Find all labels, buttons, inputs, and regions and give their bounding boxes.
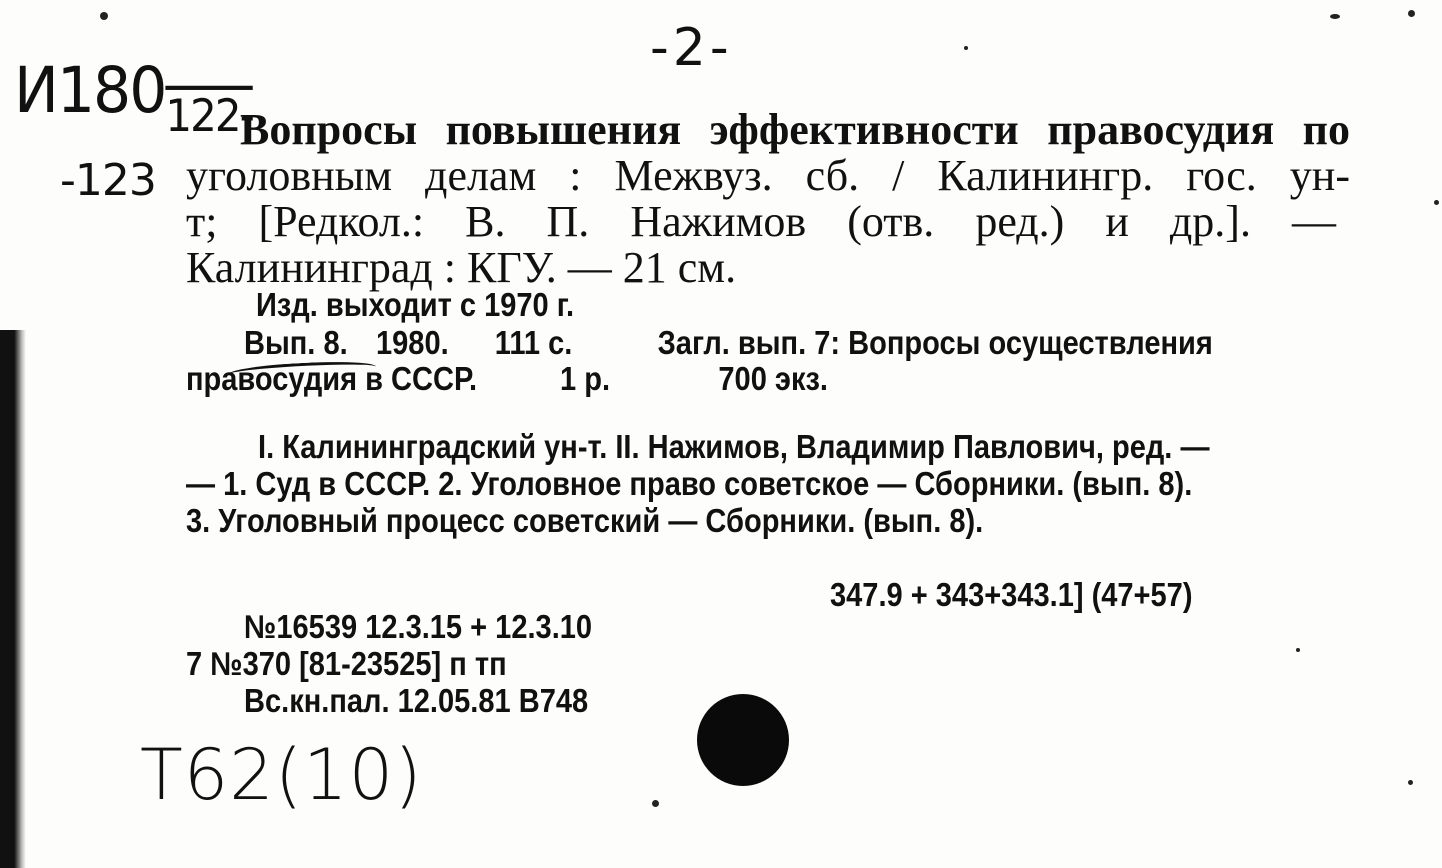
scan-speck [964,46,968,50]
issue-line [244,324,1348,362]
call-code-main: И180 [14,54,166,128]
scan-speck [1408,780,1413,785]
title-line-1: Вопросы повышения эффективности правосудия по [240,105,1350,154]
scan-speck [1296,648,1300,652]
classification-code: 347.9 + 343+343.1] (47+57) [830,576,1193,613]
title-line-3: т; [Редкол.: В. П. Нажимов (отв. ред.) и др.]. — [186,197,1336,246]
scan-edge-shadow [0,330,26,868]
handwritten-range: -123 [60,155,156,206]
index-line-1: I. Калининградский ун-т. II. Нажимов, Владимир Павлович, ред. — [258,428,1210,465]
title-line-2: уголовным делам : Межвуз. сб. / Калинингр. гос. ун- [186,151,1350,200]
handwritten-page-number: -2- [650,18,733,78]
issue-pages: 111 с. [494,324,573,361]
scan-speck [1330,14,1340,19]
issue-year: 1980. [376,324,449,361]
scan-speck [1408,10,1415,17]
index-line-2: — 1. Суд в СССР. 2. Уголовное право советское — Сборники. (вып. 8). [186,465,1193,502]
copies: 700 экз. [718,360,829,397]
registration-line-1: №16539 12.3.15 + 12.3.10 [244,608,593,645]
scan-speck [100,12,108,20]
publication-note: Изд. выходит с 1970 г. [256,286,575,323]
issue-number: Вып. 8. [244,324,348,361]
price: 1 р. [560,360,611,397]
index-line-3: 3. Уголовный процесс советский — Сборники. (вып. 8). [186,502,984,539]
previous-title: Загл. вып. 7: Вопросы осуществления [657,324,1213,361]
scan-speck [1434,200,1439,205]
punch-hole [697,694,789,786]
call-code-sup: 122- [165,89,253,142]
scan-speck [652,800,659,807]
registration-line-3: Вс.кн.пал. 12.05.81 В748 [244,682,589,719]
handwritten-call-code [14,54,253,142]
registration-line-2: 7 №370 [81-23525] п тп [186,645,507,682]
handwritten-shelf-mark: T62(10) [140,734,423,816]
title-line-4: Калининград : КГУ. — 21 см. [186,243,737,292]
title-continuation: правосудия в СССР. [186,360,478,397]
